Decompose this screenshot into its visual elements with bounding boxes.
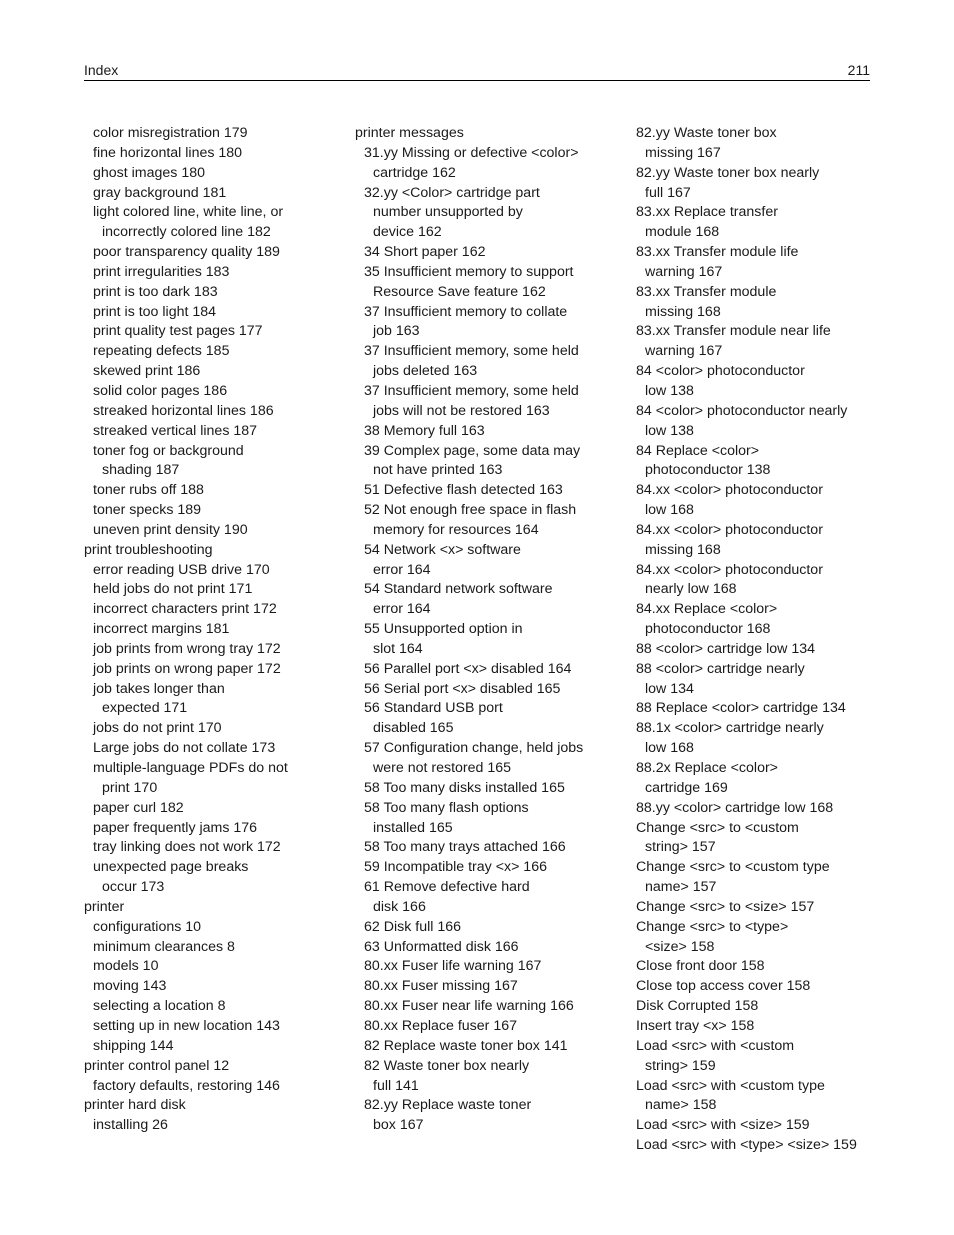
index-subentry: occur 173 [102,879,165,896]
index-subentry: 80.xx Fuser missing 167 [364,978,518,995]
index-entry: 84.xx <color> photoconductor [636,561,823,578]
index-subentry: uneven print density 190 [93,521,248,538]
index-entry: 83.xx Transfer module [636,283,777,300]
index-subentry: disabled 165 [373,720,454,737]
index-subentry: 37 Insufficient memory, some held [364,343,579,360]
index-subentry: photoconductor 168 [645,621,771,638]
index-entry: printer hard disk [84,1097,186,1114]
index-subentry: missing 167 [645,144,721,161]
index-subentry: error 164 [373,561,431,578]
index-subentry: 37 Insufficient memory, some held [364,382,579,399]
index-subentry: 35 Insufficient memory to support [364,263,574,280]
index-entry: Load <src> with <custom type [636,1077,825,1094]
index-entry: Change <src> to <type> [636,918,789,935]
index-entry: 84 <color> photoconductor [636,363,805,380]
index-entry: 83.xx Transfer module life [636,244,799,261]
index-subentry: box 167 [373,1117,424,1134]
index-column-2 [355,124,605,1136]
index-entry: printer messages [355,125,464,141]
index-subentry: job prints from wrong tray 172 [93,640,281,657]
index-subentry: 31.yy Missing or defective <color> [364,144,579,161]
index-subentry: selecting a location 8 [93,998,226,1015]
index-subentry: 80.xx Replace fuser 167 [364,1017,518,1034]
index-subentry: 63 Unformatted disk 166 [364,938,519,955]
index-subentry: held jobs do not print 171 [93,581,253,598]
index-subentry: low 138 [645,382,694,399]
index-subentry: not have printed 163 [373,462,503,479]
index-subentry: factory defaults, restoring 146 [93,1077,280,1094]
index-column-3 [636,124,876,1156]
index-entry: 88.1x <color> cartridge nearly [636,720,824,737]
index-entry: 82.yy Waste toner box [636,125,777,141]
index-entry: Change <src> to <custom [636,819,799,836]
index-subentry: 80.xx Fuser life warning 167 [364,958,542,975]
index-subentry: 58 Too many trays attached 166 [364,839,566,856]
index-subentry: color misregistration 179 [93,125,248,141]
index-subentry: 82 Replace waste toner box 141 [364,1037,568,1054]
index-subentry: error reading USB drive 170 [93,561,270,578]
section-title: Index [84,62,119,78]
index-subentry: 32.yy <Color> cartridge part [364,184,540,201]
index-entry: printer [84,898,125,915]
index-subentry: Resource Save feature 162 [373,283,546,300]
index-subentry: string> 157 [645,839,716,856]
index-entry: Close front door 158 [636,958,765,975]
index-subentry: print irregularities 183 [93,263,230,280]
index-subentry: toner specks 189 [93,502,202,519]
index-subentry: 82.yy Replace waste toner [364,1097,532,1114]
index-entry: 84 Replace <color> [636,442,760,459]
index-entry: 83.xx Transfer module near life [636,323,831,340]
index-subentry: setting up in new location 143 [93,1017,280,1034]
index-entry: Disk Corrupted 158 [636,998,759,1015]
index-subentry: print 170 [102,779,158,796]
index-subentry: 51 Defective flash detected 163 [364,482,563,499]
index-entry: print troubleshooting [84,541,213,558]
index-subentry: 55 Unsupported option in [364,621,523,638]
index-subentry: configurations 10 [93,918,202,935]
index-entry: Change <src> to <size> 157 [636,898,815,915]
index-subentry: low 168 [645,502,694,519]
index-subentry: ghost images 180 [93,164,205,181]
index-subentry: print is too dark 183 [93,283,218,300]
index-subentry: missing 168 [645,541,721,558]
index-entry: 88 <color> cartridge low 134 [636,640,816,657]
index-subentry: 57 Configuration change, held jobs [364,740,584,757]
index-subentry: jobs will not be restored 163 [373,402,550,419]
index-subentry: cartridge 169 [645,779,728,796]
index-subentry: 59 Incompatible tray <x> 166 [364,859,547,876]
index-subentry: warning 167 [645,263,723,280]
index-subentry: disk 166 [373,898,426,915]
index-subentry: name> 157 [645,879,717,896]
index-subentry: light colored line, white line, or [93,204,284,221]
index-subentry: missing 168 [645,303,721,320]
index-subentry: jobs do not print 170 [93,720,222,737]
index-subentry: print is too light 184 [93,303,217,320]
index-subentry: incorrect characters print 172 [93,601,277,618]
index-subentry: incorrectly colored line 182 [102,224,271,241]
index-subentry: toner fog or background [93,442,244,459]
index-entry: 82.yy Waste toner box nearly [636,164,820,181]
index-subentry: repeating defects 185 [93,343,230,360]
index-subentry: string> 159 [645,1057,716,1074]
index-subentry: 52 Not enough free space in flash [364,502,577,519]
index-subentry: name> 158 [645,1097,717,1114]
index-subentry: models 10 [93,958,159,975]
index-subentry: number unsupported by [373,204,523,221]
index-subentry: job prints on wrong paper 172 [93,660,281,677]
page-header [84,60,870,80]
index-entry: Load <src> with <custom [636,1037,795,1054]
index-subentry: 38 Memory full 163 [364,422,485,439]
index-subentry: toner rubs off 188 [93,482,204,499]
index-entry: 88 Replace <color> cartridge 134 [636,700,846,717]
index-entry: 84 <color> photoconductor nearly [636,402,848,419]
index-subentry: paper curl 182 [93,799,184,816]
index-subentry: low 168 [645,740,694,757]
index-subentry: installed 165 [373,819,453,836]
index-entry: Close top access cover 158 [636,978,811,995]
index-subentry: fine horizontal lines 180 [93,144,243,161]
index-subentry: photoconductor 138 [645,462,771,479]
index-subentry: shipping 144 [93,1037,174,1054]
index-entry: Load <src> with <type> <size> 159 [636,1137,857,1154]
index-subentry: 82 Waste toner box nearly [364,1057,530,1074]
index-entry: Insert tray <x> 158 [636,1017,755,1034]
index-subentry: job takes longer than [93,680,225,697]
index-column-1 [84,124,324,1136]
index-subentry: 54 Network <x> software [364,541,521,558]
index-entry: 88.2x Replace <color> [636,760,778,776]
index-subentry: streaked horizontal lines 186 [93,402,274,419]
index-subentry: expected 171 [102,700,188,717]
index-subentry: installing 26 [93,1117,168,1134]
index-subentry: streaked vertical lines 187 [93,422,258,439]
index-subentry: memory for resources 164 [373,521,539,538]
header-rule [84,80,870,81]
index-entry: 84.xx <color> photoconductor [636,482,823,499]
index-entry: Change <src> to <custom type [636,859,830,876]
index-subentry: tray linking does not work 172 [93,839,281,856]
index-subentry: minimum clearances 8 [93,938,235,955]
index-entry: Load <src> with <size> 159 [636,1117,810,1134]
index-subentry: 54 Standard network software [364,581,553,598]
page-number: 211 [847,62,870,78]
index-entry: 88 <color> cartridge nearly [636,660,805,677]
index-subentry: low 138 [645,422,694,439]
index-subentry: were not restored 165 [373,760,512,776]
index-subentry: low 134 [645,680,694,697]
index-subentry: 37 Insufficient memory to collate [364,303,568,320]
index-entry: 83.xx Replace transfer [636,204,778,221]
index-subentry: cartridge 162 [373,164,456,181]
index-subentry: error 164 [373,601,431,618]
index-subentry: slot 164 [373,640,423,657]
index-subentry: 61 Remove defective hard [364,879,530,896]
index-subentry: multiple-language PDFs do not [93,760,288,776]
index-subentry: paper frequently jams 176 [93,819,258,836]
index-entry: 88.yy <color> cartridge low 168 [636,799,834,816]
index-subentry: gray background 181 [93,184,227,201]
index-subentry: warning 167 [645,343,723,360]
index-subentry: jobs deleted 163 [373,363,478,380]
index-subentry: 56 Parallel port <x> disabled 164 [364,660,572,677]
index-subentry: nearly low 168 [645,581,737,598]
index-entry: 84.xx Replace <color> [636,601,778,618]
index-subentry: 58 Too many flash options [364,799,529,816]
index-subentry: full 167 [645,184,691,201]
index-subentry: <size> 158 [645,938,715,955]
index-entry: 84.xx <color> photoconductor [636,521,823,538]
index-subentry: module 168 [645,224,720,241]
index-subentry: poor transparency quality 189 [93,244,280,261]
index-subentry: 58 Too many disks installed 165 [364,779,565,796]
index-subentry: 34 Short paper 162 [364,244,486,261]
index-subentry: device 162 [373,224,442,241]
index-subentry: skewed print 186 [93,363,201,380]
index-entry: printer control panel 12 [84,1057,230,1074]
index-subentry: incorrect margins 181 [93,621,230,638]
index-subentry: job 163 [373,323,420,340]
index-subentry: 80.xx Fuser near life warning 166 [364,998,574,1015]
index-subentry: moving 143 [93,978,167,995]
index-subentry: 39 Complex page, some data may [364,442,581,459]
index-subentry: unexpected page breaks [93,859,249,876]
index-subentry: shading 187 [102,462,180,479]
index-subentry: full 141 [373,1077,419,1094]
index-subentry: print quality test pages 177 [93,323,263,340]
index-subentry: Large jobs do not collate 173 [93,740,276,757]
index-subentry: solid color pages 186 [93,382,228,399]
index-subentry: 56 Serial port <x> disabled 165 [364,680,561,697]
index-subentry: 62 Disk full 166 [364,918,461,935]
index-subentry: 56 Standard USB port [364,700,503,717]
